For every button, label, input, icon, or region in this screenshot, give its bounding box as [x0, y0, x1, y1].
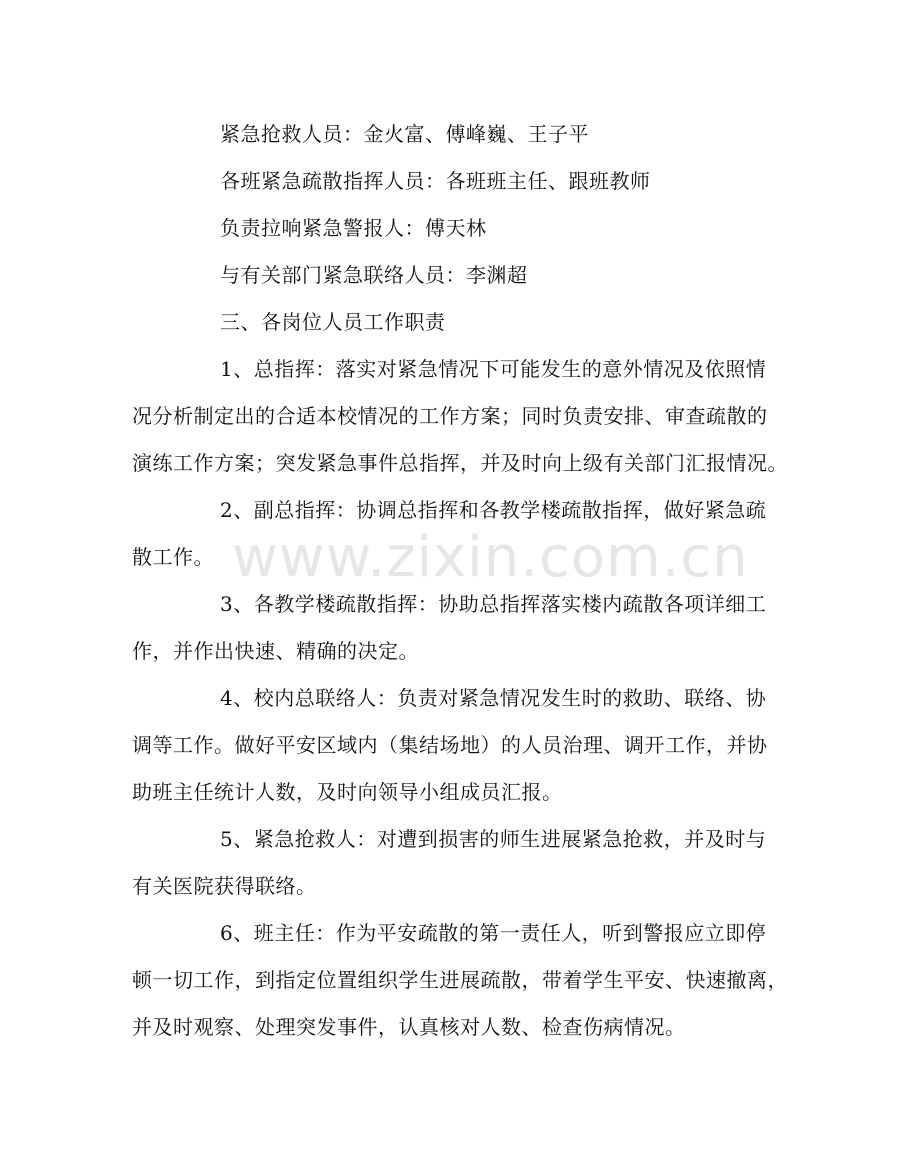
section-title: 三、各岗位人员工作职责	[220, 310, 446, 334]
duty-6-line-2: 顿一切工作，到指定位置组织学生进展疏散，带着学生平安、快速撤离，	[132, 968, 788, 992]
duty-3-line-2: 作，并作出快速、精确的决定。	[132, 639, 419, 663]
staff-liaison-line: 与有关部门紧急联络人员：李渊超	[220, 263, 528, 287]
duty-3-line-1: 3、各教学楼疏散指挥：协助总指挥落实楼内疏散各项详细工	[220, 592, 767, 616]
duty-5-line-2: 有关医院获得联络。	[132, 874, 317, 898]
duty-4-line-1: 4、校内总联络人：负责对紧急情况发生时的救助、联络、协	[220, 686, 767, 710]
duty-2-line-1: 2、副总指挥：协调总指挥和各教学楼疏散指挥，做好紧急疏	[220, 498, 767, 522]
staff-alarm-line: 负责拉响紧急警报人：傅天林	[220, 216, 487, 240]
duty-2-line-2: 散工作。	[132, 545, 214, 569]
duty-6-line-3: 并及时观察、处理突发事件，认真核对人数、检查伤病情况。	[132, 1015, 686, 1039]
staff-class-evac-line: 各班紧急疏散指挥人员：各班班主任、跟班教师	[220, 169, 651, 193]
duty-4-line-3: 助班主任统计人数，及时向领导小组成员汇报。	[132, 780, 563, 804]
duty-4-line-2: 调等工作。做好平安区域内（集结场地）的人员治理、调开工作，并协	[132, 733, 768, 757]
duty-1-line-1: 1、总指挥：落实对紧急情况下可能发生的意外情况及依照情	[220, 357, 767, 381]
watermark: www.zixin.com.cn	[232, 525, 749, 590]
duty-6-line-1: 6、班主任：作为平安疏散的第一责任人，听到警报应立即停	[220, 921, 767, 945]
duty-1-line-2: 况分析制定出的合适本校情况的工作方案；同时负责安排、审查疏散的	[132, 404, 768, 428]
duty-5-line-1: 5、紧急抢救人：对遭到损害的师生进展紧急抢救，并及时与	[220, 827, 767, 851]
duty-1-line-3: 演练工作方案；突发紧急事件总指挥，并及时向上级有关部门汇报情况。	[132, 451, 788, 475]
staff-rescue-line: 紧急抢救人员：金火富、傅峰巍、王子平	[220, 122, 589, 146]
